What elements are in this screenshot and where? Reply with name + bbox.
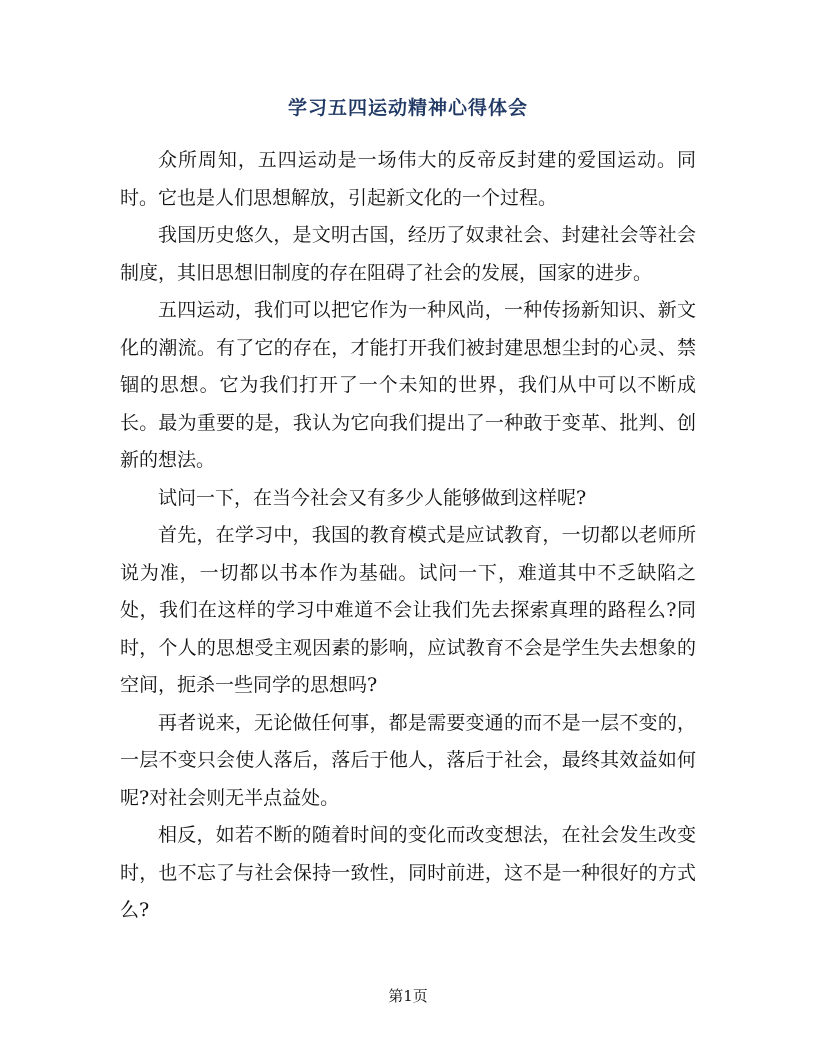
- paragraph-2: 我国历史悠久，是文明古国，经历了奴隶社会、封建社会等社会制度，其旧思想旧制度的存在阻碍了社会的发展，国家的进步。: [120, 224, 696, 284]
- paragraph-4: 试问一下，在当今社会又有多少人能够做到这样呢?: [158, 486, 587, 509]
- page-number: 第1页: [388, 987, 428, 1005]
- document-body: [120, 142, 696, 930]
- paragraph-5: 首先，在学习中，我国的教育模式是应试教育，一切都以老师所说为准，一切都以书本作为基础。试问一下，难道其中不乏缺陷之处，我们在这样的学习中难道不会让我们先去探索真理的路程么?同时，个人的思想受主观因素的影响，应试教育不会是学生失去想象的空间，扼杀一些同学的思想吗?: [120, 524, 696, 696]
- paragraph-1: 众所周知，五四运动是一场伟大的反帝反封建的爱国运动。同时。它也是人们思想解放，引起新文化的一个过程。: [120, 149, 696, 209]
- document-title: 学习五四运动精神心得体会: [287, 97, 528, 119]
- paragraph-7: 相反，如若不断的随着时间的变化而改变想法，在社会发生改变时，也不忘了与社会保持一致性，同时前进，这不是一种很好的方式么?: [120, 824, 696, 921]
- paragraph-3: 五四运动，我们可以把它作为一种风尚，一种传扬新知识、新文化的潮流。有了它的存在，才能打开我们被封建思想尘封的心灵、禁锢的思想。它为我们打开了一个未知的世界，我们从中可以不断成长。最为重要的是，我认为它向我们提出了一种敢于变革、批判、创新的想法。: [120, 299, 696, 471]
- paragraph-6: 再者说来，无论做任何事，都是需要变通的而不是一层不变的，一层不变只会使人落后，落后于他人，落后于社会，最终其效益如何呢?对社会则无半点益处。: [120, 711, 696, 809]
